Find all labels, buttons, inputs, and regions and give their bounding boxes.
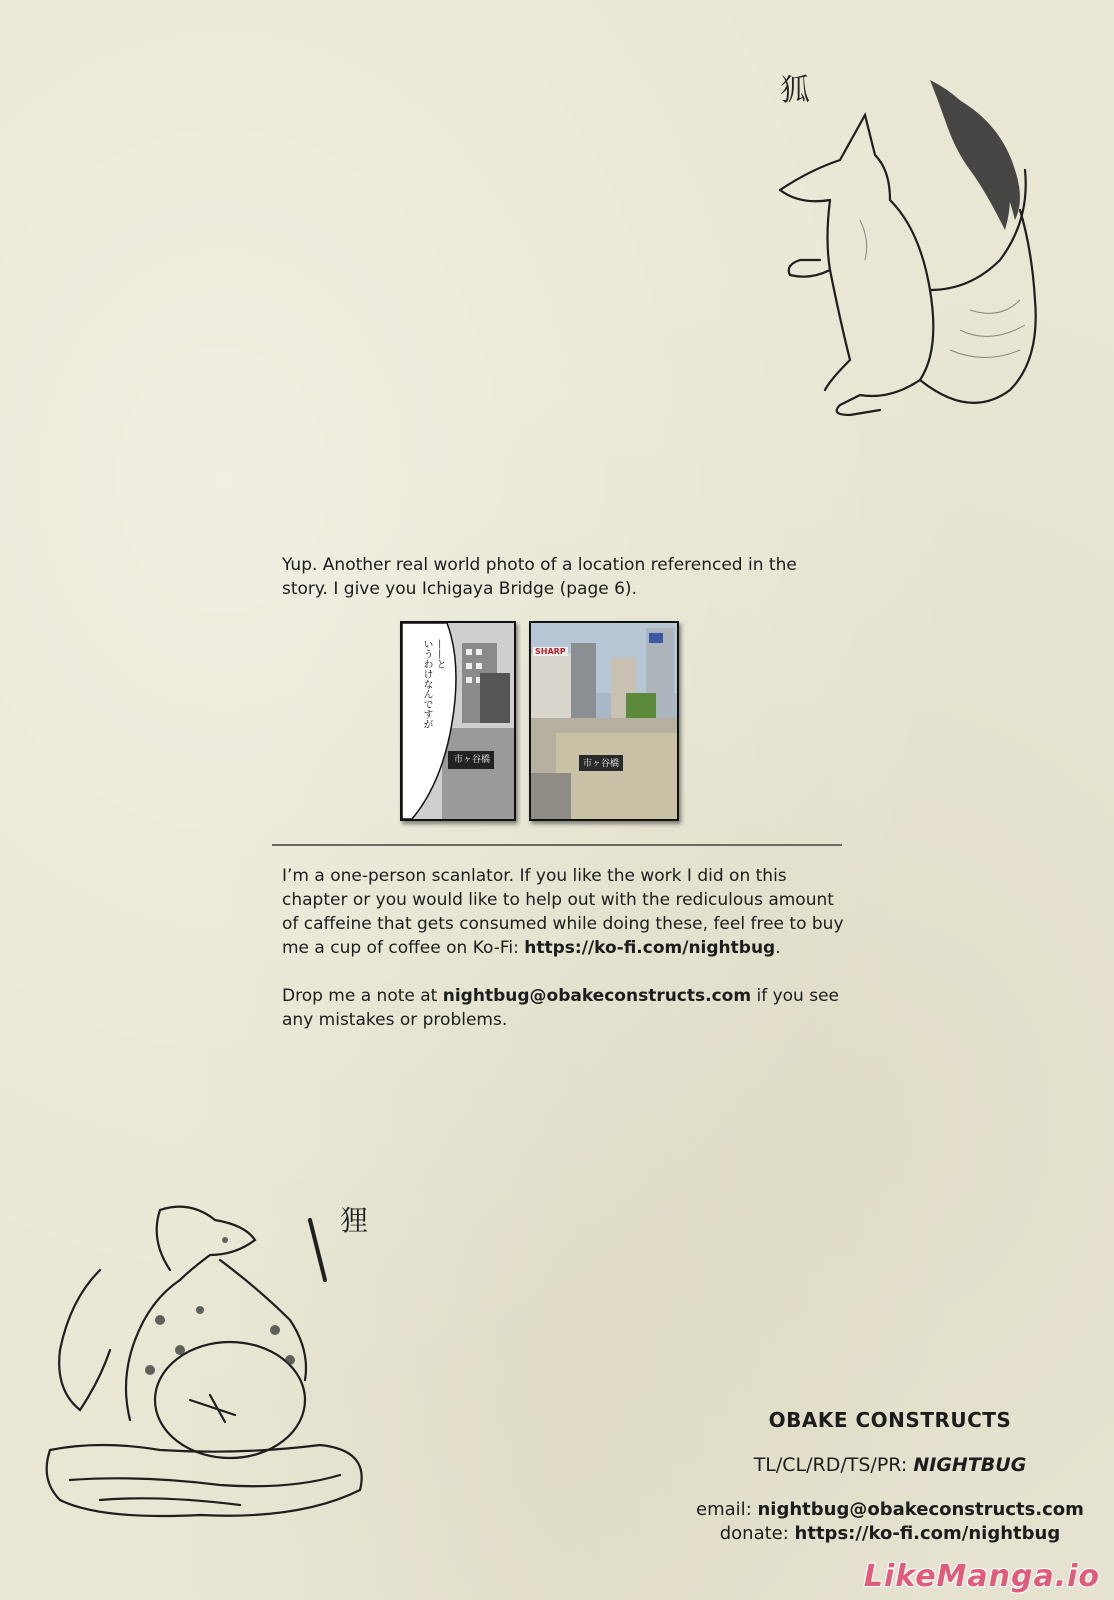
manga-bridge-sign: 市ヶ谷橋 (453, 755, 490, 765)
scanlator-note (282, 864, 852, 1032)
tanuki-kanji: 狸 (340, 1204, 369, 1237)
tanuki-illustration (40, 1200, 390, 1540)
drop-line-2: any mistakes or problems. (282, 1010, 508, 1030)
credits-block (690, 1408, 1090, 1546)
manga-speech-bubble: ——と いうわけなんですが (421, 639, 445, 729)
note-line-1: I’m a one-person scanlator. If you like the work I did on this (282, 866, 787, 886)
credit-donate-line (690, 1522, 1090, 1546)
manga-panel-image (400, 621, 516, 821)
kofi-link[interactable]: https://ko-fi.com/nightbug (524, 938, 776, 958)
roles-line (690, 1454, 1090, 1476)
site-watermark: LikeManga.io (863, 1559, 1100, 1594)
roles-label: TL/CL/RD/TS/PR: (753, 1454, 914, 1476)
note-line-4-prefix: me a cup of coffee on Ko-Fi: (282, 938, 525, 958)
credit-email-link[interactable]: nightbug@obakeconstructs.com (757, 1499, 1084, 1520)
note-line-4 (282, 936, 852, 960)
photo-shop-sign: SHARP (535, 647, 566, 656)
email-link[interactable]: nightbug@obakeconstructs.com (442, 986, 752, 1006)
note-line-4-suffix: . (775, 938, 781, 958)
drop-line-1 (282, 984, 852, 1008)
credit-donate-label: donate: (719, 1523, 795, 1544)
fox-illustration (770, 60, 1060, 460)
drop-prefix: Drop me a note at (282, 986, 443, 1006)
note-line-2: chapter or you would like to help out with the rediculous amount (282, 890, 834, 910)
photo-bridge-sign: 市ヶ谷橋 (582, 759, 619, 769)
group-name: OBAKE CONSTRUCTS (768, 1408, 1012, 1432)
credit-donate-link[interactable]: https://ko-fi.com/nightbug (794, 1523, 1061, 1544)
credit-email-line (690, 1498, 1090, 1522)
intro-line-2: story. I give you Ichigaya Bridge (page 6). (282, 579, 637, 599)
bridge-photo (529, 621, 679, 821)
roles-name: NIGHTBUG (913, 1454, 1027, 1476)
credit-email-label: email: (696, 1499, 758, 1520)
note-line-3: of caffeine that gets consumed while doing these, feel free to buy (282, 914, 844, 934)
intro-line-1: Yup. Another real world photo of a location referenced in the (282, 555, 797, 575)
section-divider (272, 844, 842, 846)
drop-suffix: if you see (751, 986, 839, 1006)
note-spacer (282, 960, 852, 984)
fox-kanji: 狐 (780, 73, 810, 108)
intro-paragraph (282, 553, 842, 601)
